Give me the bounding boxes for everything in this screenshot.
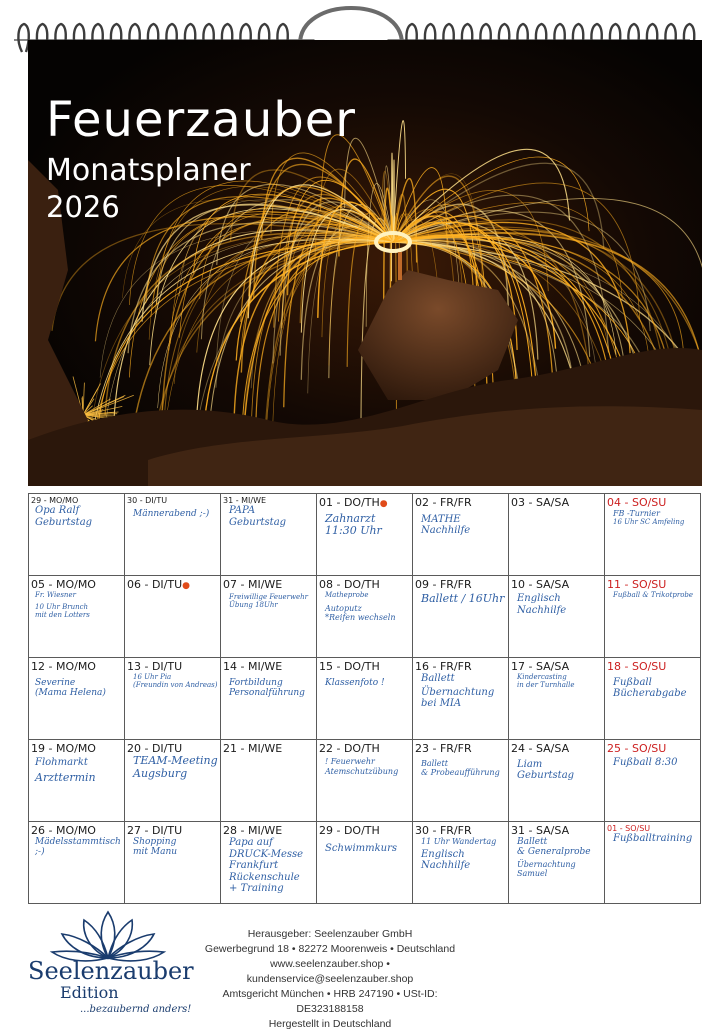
day-label (413, 822, 508, 837)
day-label-text: 14 - MI/WE (223, 660, 283, 673)
month-grid (28, 493, 701, 904)
day-cell[interactable] (317, 576, 413, 658)
handwritten-note: 11:30 Uhr (325, 524, 382, 538)
day-label-text: 28 - MI/WE (223, 824, 283, 837)
handwritten-note: 16 Uhr Pia (133, 673, 172, 681)
day-cell[interactable] (221, 740, 317, 822)
day-label (605, 494, 700, 509)
cover-photo (28, 40, 702, 486)
brand-edition: Edition (60, 983, 119, 1002)
handwritten-note: 11 Uhr Wandertag (421, 837, 497, 846)
handwritten-note: Augsburg (133, 766, 188, 780)
imprint-line: Amtsgericht München • HRB 247190 • USt-ID: DE323188158 (222, 988, 438, 1015)
day-cell[interactable] (509, 494, 605, 576)
day-label (509, 658, 604, 673)
imprint-line: Herausgeber: Seelenzauber GmbH (247, 928, 413, 940)
day-label-text: 13 - DI/TU (127, 660, 183, 673)
day-label-text: 29 - MO/MO (31, 496, 79, 505)
handwritten-note: DRUCK-Messe (229, 848, 304, 860)
day-label (317, 822, 412, 837)
handwritten-note: + Training (229, 883, 284, 894)
day-label (125, 822, 220, 837)
day-label (317, 740, 412, 755)
handwritten-note: Übernachtung (421, 686, 495, 698)
day-label (317, 494, 412, 509)
day-label (125, 494, 220, 505)
handwritten-note: Bücherabgabe (613, 688, 687, 700)
day-label-text: 31 - SA/SA (511, 824, 570, 837)
day-label-text: 17 - SA/SA (511, 660, 570, 673)
day-cell[interactable] (221, 576, 317, 658)
day-label (509, 822, 604, 837)
handwritten-note: Autoputz (325, 603, 362, 613)
handwritten-note: Freiwillige Feuerwehr (229, 593, 308, 602)
day-label-text: 16 - FR/FR (415, 660, 472, 673)
day-cell[interactable] (125, 576, 221, 658)
handwritten-note: 10 Uhr Brunch (35, 602, 89, 611)
handwritten-note: Zahnarzt (325, 511, 376, 525)
handwritten-note: Ballett (421, 758, 448, 768)
day-cell[interactable] (413, 494, 509, 576)
handwritten-note: mit Manu (133, 847, 178, 858)
day-cell[interactable] (605, 494, 701, 576)
handwritten-note: Geburtstag (35, 516, 93, 528)
day-cell[interactable] (29, 822, 125, 904)
day-label-text: 24 - SA/SA (511, 742, 570, 755)
handwritten-note: Mädelsstammtisch (35, 837, 121, 847)
day-label-text: 11 - SO/SU (607, 578, 667, 591)
handwritten-note: Ballett (421, 673, 455, 684)
handwritten-note: & Probeaufführung (421, 767, 500, 777)
publisher-imprint (190, 927, 470, 1032)
handwritten-note: TEAM-Meeting (133, 754, 218, 767)
handwritten-note: Englisch (421, 848, 465, 860)
day-label-text: 25 - SO/SU (607, 742, 667, 755)
day-label (221, 658, 316, 673)
day-label-text: 20 - DI/TU (127, 742, 183, 755)
handwritten-note: Kindercasting (517, 673, 567, 681)
day-label (125, 576, 220, 591)
day-label-text: 21 - MI/WE (223, 742, 283, 755)
day-cell[interactable] (221, 658, 317, 740)
handwritten-note: Fußball 8:30 (613, 757, 678, 769)
day-label (221, 576, 316, 591)
day-label-text: 15 - DO/TH (319, 660, 380, 673)
handwritten-note: Fußball (613, 676, 652, 688)
handwritten-note: FB -Turnier (613, 509, 660, 518)
day-label-text: 31 - MI/WE (223, 496, 267, 505)
day-label-text: 26 - MO/MO (31, 824, 96, 837)
day-label-text: 27 - DI/TU (127, 824, 183, 837)
handwritten-note: 16 Uhr SC Amfeling (613, 518, 685, 527)
day-label (605, 740, 700, 755)
handwritten-note: Fußballtraining (613, 833, 693, 844)
handwritten-note: Rückenschule (229, 871, 300, 883)
handwritten-note: Samuel (517, 869, 548, 879)
handwritten-note: Papa auf (229, 837, 273, 848)
day-cell[interactable] (125, 494, 221, 576)
day-label-text: 06 - DI/TU (127, 578, 183, 591)
day-label-text: 22 - DO/TH (319, 742, 380, 755)
day-cell[interactable] (221, 494, 317, 576)
handwritten-note: Geburtstag (229, 516, 287, 528)
imprint-line: Gewerbegrund 18 • 82272 Moorenweis • Deutschland (204, 943, 456, 955)
day-label (125, 658, 220, 673)
day-label-text: 03 - SA/SA (511, 496, 570, 509)
day-cell[interactable] (317, 822, 413, 904)
handwritten-note: Ballett / 16Uhr (421, 592, 505, 606)
day-label-text: 30 - DI/TU (127, 496, 168, 505)
day-label (605, 658, 700, 673)
handwritten-note: Übung 18Uhr (229, 601, 278, 610)
day-label (605, 822, 700, 833)
day-cell[interactable] (413, 658, 509, 740)
day-label (605, 576, 700, 591)
handwritten-note: PAPA (229, 505, 256, 516)
day-cell[interactable] (509, 740, 605, 822)
handwritten-note: Fr. Wiesner (35, 591, 76, 599)
handwritten-note: MATHE (421, 513, 461, 525)
day-cell[interactable] (509, 658, 605, 740)
day-cell[interactable] (317, 494, 413, 576)
day-cell[interactable] (413, 576, 509, 658)
handwritten-note: *Reifen wechseln (325, 613, 396, 623)
day-cell[interactable] (317, 658, 413, 740)
handwritten-note: Klassenfoto ! (325, 677, 385, 688)
holiday-dot-icon: ● (182, 581, 191, 591)
day-label (509, 494, 604, 509)
day-label (125, 740, 220, 755)
handwritten-note: & Generalprobe (517, 847, 591, 858)
handwritten-note: Schwimmkurs (325, 843, 398, 854)
day-label-text: 01 - SO/SU (607, 824, 651, 833)
handwritten-note: Nachhilfe (421, 525, 471, 537)
handwritten-note: Nachhilfe (517, 604, 567, 616)
day-cell[interactable] (125, 658, 221, 740)
day-label-text: 05 - MO/MO (31, 578, 96, 591)
day-cell[interactable] (605, 740, 701, 822)
day-cell[interactable] (605, 576, 701, 658)
handwritten-note: Opa Ralf (35, 505, 80, 516)
week-row (29, 658, 701, 740)
handwritten-note: Englisch (517, 593, 561, 605)
day-label (509, 576, 604, 591)
handwritten-note: Shopping (133, 837, 177, 847)
calendar-title: Feuerzauber (46, 92, 356, 148)
day-label-text: 09 - FR/FR (415, 578, 472, 591)
week-row (29, 576, 701, 658)
day-cell[interactable] (125, 740, 221, 822)
day-cell[interactable] (413, 740, 509, 822)
day-label (29, 658, 124, 673)
day-cell[interactable] (509, 822, 605, 904)
handwritten-note: Frankfurt (229, 860, 279, 871)
day-label-text: 01 - DO/TH (319, 496, 380, 509)
handwritten-note: Fußball & Trikotprobe (613, 591, 694, 599)
day-label (509, 740, 604, 755)
imprint-line: www.seelenzauber.shop • kundenservice@seelenzauber.shop (246, 958, 414, 985)
handwritten-note: Ballett (517, 837, 548, 847)
holiday-dot-icon: ● (379, 499, 388, 509)
handwritten-note: Liam Geburtstag (517, 758, 575, 782)
day-label (221, 740, 316, 755)
handwritten-note: Matheprobe (325, 591, 369, 599)
day-label (29, 822, 124, 837)
day-cell[interactable] (605, 822, 701, 904)
day-label (29, 576, 124, 591)
handwritten-note: ! Feuerwehr (325, 757, 375, 767)
handwritten-note: (Freundin von Andreas) (133, 681, 218, 690)
day-cell[interactable] (29, 494, 125, 576)
day-label-text: 10 - SA/SA (511, 578, 570, 591)
day-label (413, 658, 508, 673)
handwritten-note: Übernachtung (517, 860, 576, 870)
day-label (413, 740, 508, 755)
day-cell[interactable] (125, 822, 221, 904)
calendar-subtitle: Monatsplaner (46, 153, 251, 188)
day-label-text: 29 - DO/TH (319, 824, 380, 837)
handwritten-note: Nachhilfe (421, 860, 471, 872)
day-label-text: 04 - SO/SU (607, 496, 667, 509)
imprint-line: Hergestellt in Deutschland (268, 1018, 392, 1030)
day-label-text: 08 - DO/TH (319, 578, 380, 591)
day-label (221, 494, 316, 505)
day-cell[interactable] (317, 740, 413, 822)
day-label (29, 494, 124, 505)
day-label-text: 02 - FR/FR (415, 496, 472, 509)
handwritten-note: in der Turnhalle (517, 681, 575, 690)
day-cell[interactable] (413, 822, 509, 904)
day-cell[interactable] (29, 658, 125, 740)
handwritten-note: Fortbildung (229, 677, 283, 688)
day-cell[interactable] (29, 576, 125, 658)
brand-slogan: ...bezaubernd anders! (80, 1004, 192, 1015)
day-label-text: 30 - FR/FR (415, 824, 472, 837)
day-cell[interactable] (29, 740, 125, 822)
week-row (29, 494, 701, 576)
handwritten-note: bei MIA (421, 698, 462, 710)
day-label (317, 576, 412, 591)
handwritten-note: Atemschutzübung (325, 766, 399, 776)
handwritten-note: Flohmarkt (35, 757, 88, 769)
week-row (29, 740, 701, 822)
brand-name: Seelenzauber (28, 957, 194, 985)
day-label (221, 822, 316, 837)
day-label-text: 19 - MO/MO (31, 742, 96, 755)
handwritten-note: Severine (35, 677, 76, 688)
day-label-text: 07 - MI/WE (223, 578, 283, 591)
day-label-text: 18 - SO/SU (607, 660, 667, 673)
day-label-text: 23 - FR/FR (415, 742, 472, 755)
day-cell[interactable] (509, 576, 605, 658)
day-label (317, 658, 412, 673)
handwritten-note: (Mama Helena) (35, 688, 106, 699)
handwritten-note: Männerabend ;-) (133, 508, 210, 519)
handwritten-note: Personalführung (229, 688, 305, 699)
day-label (29, 740, 124, 755)
day-cell[interactable] (221, 822, 317, 904)
handwritten-note: ;-) (35, 847, 45, 858)
calendar-year: 2026 (46, 190, 120, 224)
week-row (29, 822, 701, 904)
handwritten-note: mit den Lotters (35, 610, 90, 619)
day-label (413, 494, 508, 509)
day-cell[interactable] (605, 658, 701, 740)
day-label-text: 12 - MO/MO (31, 660, 96, 673)
handwritten-note: Arzttermin (35, 771, 96, 785)
day-label (413, 576, 508, 591)
